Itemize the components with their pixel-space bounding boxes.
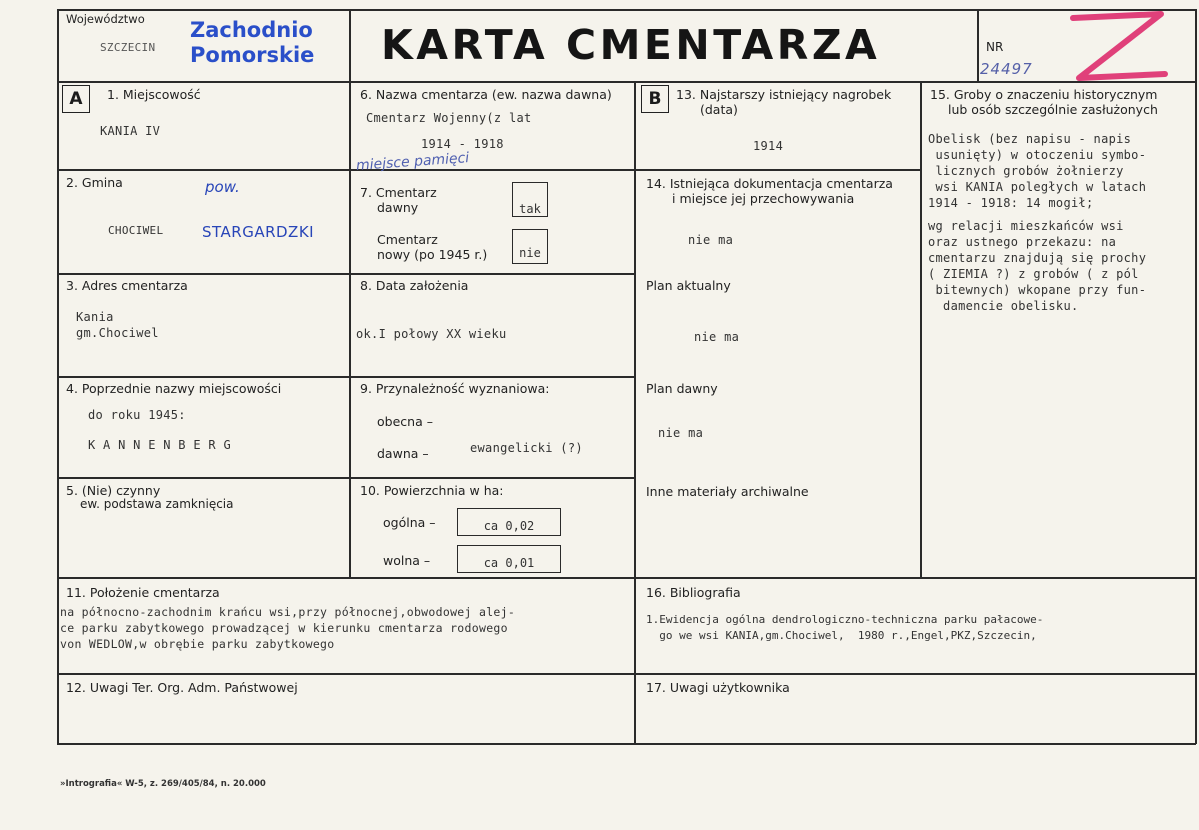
field-15-line: cmentarzu znajdują się prochy bbox=[928, 251, 1147, 265]
row-line-6 bbox=[57, 673, 1196, 675]
field-7-old-label-line2: dawny bbox=[377, 200, 419, 215]
field-15-line: oraz ustnego przekazu: na bbox=[928, 235, 1117, 249]
field-3-value-line1: Kania bbox=[76, 310, 114, 324]
field-13-value: 1914 bbox=[753, 139, 784, 153]
col-divider-a bbox=[349, 81, 351, 578]
field-3-value-line2: gm.Chociwel bbox=[76, 326, 159, 340]
other-materials-label: Inne materiały archiwalne bbox=[646, 484, 809, 499]
field-5-label-line1: 5. (Nie) czynny bbox=[66, 483, 161, 498]
field-4-value-line2: K A N N E N B E R G bbox=[88, 438, 231, 452]
field-13-label-line1: 13. Najstarszy istniejący nagrobek bbox=[676, 87, 892, 102]
voivodeship-stamp-line2: Pomorskie bbox=[190, 43, 315, 67]
field-6-hand-note: miejsce pamięci bbox=[355, 150, 470, 174]
field-15-line bbox=[928, 211, 1146, 218]
voivodeship-typed: SZCZECIN bbox=[100, 41, 156, 54]
record-number-value: 24497 bbox=[980, 60, 1033, 78]
field-2-hand-pow: pow. bbox=[205, 178, 240, 196]
record-number-label: NR bbox=[986, 40, 1004, 54]
field-11-line: ce parku zabytkowego prowadzącej w kierunku cmentarza rodowego bbox=[60, 621, 508, 635]
header-bottom-line bbox=[57, 81, 1196, 83]
row-line-3 bbox=[57, 376, 635, 378]
field-10-free-label: wolna – bbox=[383, 553, 431, 568]
field-6-value-line2: 1914 - 1918 bbox=[421, 137, 504, 151]
field-15-line: licznych grobów żołnierzy bbox=[928, 164, 1124, 178]
page-title: KARTA CMENTARZA bbox=[381, 21, 881, 69]
header-divider-1 bbox=[349, 9, 351, 81]
field-7-new-value: nie bbox=[512, 229, 548, 264]
voivodeship-stamp-line1: Zachodnio bbox=[190, 18, 313, 42]
field-11-text bbox=[60, 604, 515, 652]
plan-current-value: nie ma bbox=[694, 330, 740, 344]
field-7-new-label-line1: Cmentarz bbox=[377, 232, 438, 247]
field-11-line: na północno-zachodnim krańcu wsi,przy północnej,obwodowej alej- bbox=[60, 605, 516, 619]
field-17-label: 17. Uwagi użytkownika bbox=[646, 680, 790, 695]
frame-bottom-line bbox=[57, 743, 1196, 745]
field-4-label: 4. Poprzednie nazwy miejscowości bbox=[66, 381, 282, 396]
row-line-1b bbox=[634, 169, 921, 171]
field-9-former-value: ewangelicki (?) bbox=[470, 441, 583, 455]
field-2-typed: CHOCIWEL bbox=[108, 224, 164, 237]
col-divider-b bbox=[634, 81, 636, 744]
field-15-line: wsi KANIA poległych w latach bbox=[928, 180, 1147, 194]
field-9-former-label: dawna – bbox=[377, 446, 429, 461]
field-15-line: Obelisk (bez napisu - napis bbox=[928, 132, 1132, 146]
field-6-label: 6. Nazwa cmentarza (ew. nazwa dawna) bbox=[360, 87, 612, 102]
plan-former-value: nie ma bbox=[658, 426, 704, 440]
field-7-old-label-line1: 7. Cmentarz bbox=[360, 185, 437, 200]
field-15-line: bitewnych) wkopane przy fun- bbox=[928, 283, 1147, 297]
field-15-line: ( ZIEMIA ?) z grobów ( z pól bbox=[928, 267, 1139, 281]
field-11-label: 11. Położenie cmentarza bbox=[66, 585, 220, 600]
field-14-label-line1: 14. Istniejąca dokumentacja cmentarza bbox=[646, 176, 893, 191]
field-11-line: von WEDLOW,w obrębie parku zabytkowego bbox=[60, 637, 335, 651]
col-divider-c bbox=[920, 81, 922, 578]
frame-right-line bbox=[1195, 9, 1197, 744]
field-1-value: KANIA IV bbox=[100, 124, 161, 138]
field-12-label: 12. Uwagi Ter. Org. Adm. Państwowej bbox=[66, 680, 298, 695]
field-15-text bbox=[928, 131, 1146, 314]
field-7-new-label-line2: nowy (po 1945 r.) bbox=[377, 247, 488, 262]
row-line-2 bbox=[57, 273, 635, 275]
z-mark-icon bbox=[1065, 8, 1170, 84]
row-line-4 bbox=[57, 477, 635, 479]
printer-imprint: »Intrografia« W-5, z. 269/405/84, n. 20.000 bbox=[60, 779, 266, 789]
field-16-line: 1.Ewidencja ogólna dendrologiczno-techniczna parku pałacowe- bbox=[646, 613, 1044, 626]
field-10-label: 10. Powierzchnia w ha: bbox=[360, 483, 504, 498]
section-b-badge: B bbox=[641, 85, 669, 113]
field-1-label: 1. Miejscowość bbox=[107, 87, 201, 102]
field-15-label-line2: lub osób szczególnie zasłużonych bbox=[948, 102, 1158, 117]
field-10-free-value: ca 0,01 bbox=[457, 545, 561, 573]
field-7-old-value: tak bbox=[512, 182, 548, 217]
field-14-label-line2: i miejsce jej przechowywania bbox=[672, 191, 855, 206]
field-15-label-line1: 15. Groby o znaczeniu historycznym bbox=[930, 87, 1158, 102]
field-10-total-label: ogólna – bbox=[383, 515, 436, 530]
field-15-line: 1914 - 1918: 14 mogił; bbox=[928, 196, 1094, 210]
field-15-line: damencie obelisku. bbox=[928, 299, 1079, 313]
field-13-label-line2: (data) bbox=[700, 102, 738, 117]
field-15-line: wg relacji mieszkańców wsi bbox=[928, 219, 1124, 233]
field-2-label: 2. Gmina bbox=[66, 175, 123, 190]
field-10-total-value: ca 0,02 bbox=[457, 508, 561, 536]
field-3-label: 3. Adres cmentarza bbox=[66, 278, 188, 293]
field-2-hand-county: STARGARDZKI bbox=[202, 223, 315, 241]
section-a-badge: A bbox=[62, 85, 90, 113]
field-16-label: 16. Bibliografia bbox=[646, 585, 741, 600]
field-8-value: ok.I połowy XX wieku bbox=[356, 327, 507, 341]
voivodeship-label: Województwo bbox=[66, 12, 145, 26]
field-16-text bbox=[646, 612, 1043, 644]
header-divider-2 bbox=[977, 9, 979, 81]
plan-current-label: Plan aktualny bbox=[646, 278, 731, 293]
field-4-value-line1: do roku 1945: bbox=[88, 408, 186, 422]
field-9-label: 9. Przynależność wyznaniowa: bbox=[360, 381, 550, 396]
field-5-label-line2: ew. podstawa zamknięcia bbox=[80, 497, 234, 511]
plan-former-label: Plan dawny bbox=[646, 381, 718, 396]
field-16-line: go we wsi KANIA,gm.Chociwel, 1980 r.,Engel,PKZ,Szczecin, bbox=[646, 629, 1037, 642]
row-line-1 bbox=[57, 169, 635, 171]
frame-left-line bbox=[57, 9, 59, 577]
field-15-line: usunięty) w otoczeniu symbo- bbox=[928, 148, 1147, 162]
frame-left-line-lower bbox=[57, 577, 59, 744]
field-6-value-line1: Cmentarz Wojenny(z lat bbox=[366, 111, 532, 125]
field-9-current-label: obecna – bbox=[377, 414, 433, 429]
field-14-value: nie ma bbox=[688, 233, 734, 247]
frame-top-line bbox=[57, 9, 1196, 11]
row-line-5 bbox=[57, 577, 1196, 579]
field-8-label: 8. Data założenia bbox=[360, 278, 469, 293]
